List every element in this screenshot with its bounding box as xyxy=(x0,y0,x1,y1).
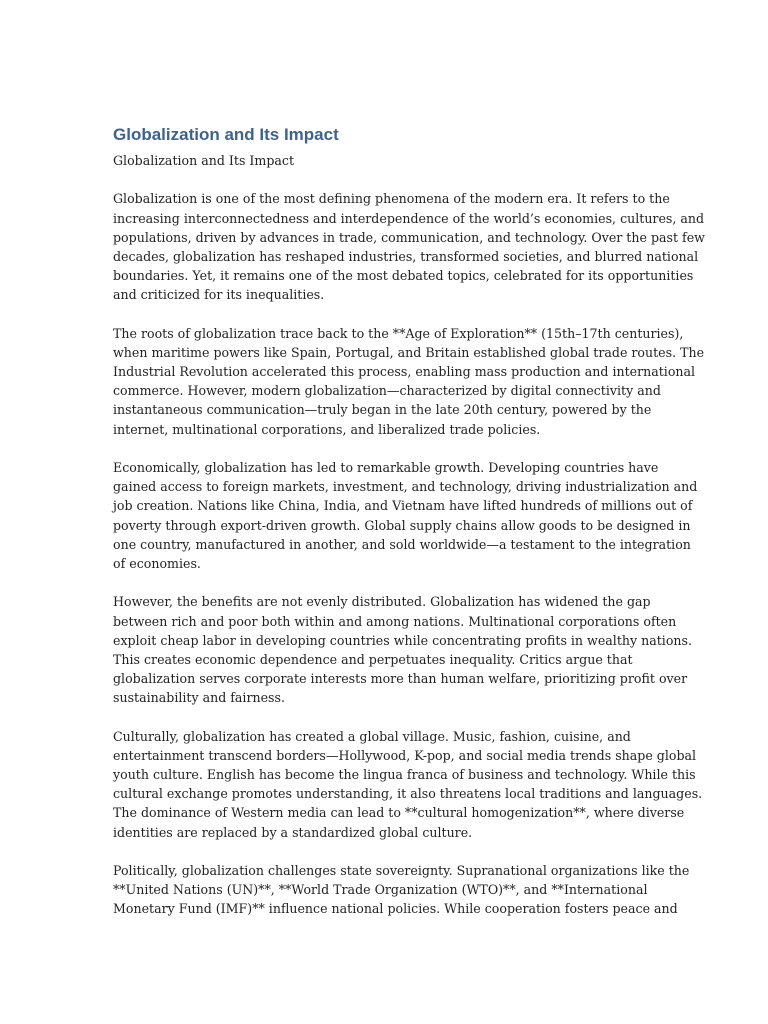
paragraph-economics xyxy=(113,458,698,573)
paragraph-line: Industrial Revolution accelerated this process, enabling mass production and international xyxy=(113,364,696,380)
paragraph-line: exploit cheap labor in developing countries while concentrating profits in wealthy nations. xyxy=(113,632,692,648)
paragraph-line: gained access to foreign markets, investment, and technology, driving industrialization and xyxy=(113,479,698,495)
paragraph-line: However, the benefits are not evenly distributed. Globalization has widened the gap xyxy=(113,594,651,610)
paragraph-line: This creates economic dependence and perpetuates inequality. Critics argue that xyxy=(113,651,633,667)
paragraph-line: one country, manufactured in another, and sold worldwide—a testament to the integration xyxy=(113,536,691,552)
paragraph-line: poverty through export-driven growth. Global supply chains allow goods to be designed in xyxy=(113,517,691,533)
paragraph-intro xyxy=(113,189,705,304)
paragraph-line: The dominance of Western media can lead to **cultural homogenization**, where diverse xyxy=(113,805,685,821)
paragraph-line: job creation. Nations like China, India, and Vietnam have lifted hundreds of millions out of xyxy=(113,498,693,514)
document-subtitle: Globalization and Its Impact xyxy=(113,153,295,168)
paragraph-line: and criticized for its inequalities. xyxy=(113,287,325,303)
paragraph-line: boundaries. Yet, it remains one of the most debated topics, celebrated for its opportunities xyxy=(113,268,694,284)
paragraph-line: Culturally, globalization has created a global village. Music, fashion, cuisine, and xyxy=(113,728,631,744)
paragraph-line: between rich and poor both within and among nations. Multinational corporations often xyxy=(113,613,677,629)
paragraph-line: globalization serves corporate interests more than human welfare, prioritizing profit over xyxy=(113,671,688,687)
paragraph-roots xyxy=(113,324,705,439)
paragraph-line: sustainability and fairness. xyxy=(113,690,285,706)
paragraph-line: when maritime powers like Spain, Portugal, and Britain established global trade routes. The xyxy=(113,344,705,360)
paragraph-line: Economically, globalization has led to remarkable growth. Developing countries have xyxy=(113,460,659,476)
paragraph-line: entertainment transcend borders—Hollywood, K-pop, and social media trends shape global xyxy=(113,747,697,763)
document-body xyxy=(113,124,705,919)
paragraph-line: instantaneous communication—truly began in the late 20th century, powered by the xyxy=(113,402,652,418)
paragraph-line: identities are replaced by a standardized global culture. xyxy=(113,824,473,840)
paragraph-line: Globalization is one of the most defining phenomena of the modern era. It refers to the xyxy=(113,191,670,207)
document-heading: Globalization and Its Impact xyxy=(113,125,339,144)
paragraph-line: populations, driven by advances in trade, communication, and technology. Over the past few xyxy=(113,229,705,245)
paragraph-line: commerce. However, modern globalization—characterized by digital connectivity and xyxy=(113,383,661,399)
paragraph-line: Monetary Fund (IMF)** influence national policies. While cooperation fosters peace and xyxy=(113,901,678,917)
paragraph-line: decades, globalization has reshaped industries, transformed societies, and blurred national xyxy=(113,248,699,264)
paragraph-politics xyxy=(113,861,690,919)
paragraph-line: internet, multinational corporations, and liberalized trade policies. xyxy=(113,421,541,437)
paragraph-line: youth culture. English has become the lingua franca of business and technology. While this xyxy=(113,767,696,783)
paragraph-line: The roots of globalization trace back to the **Age of Exploration** (15th–17th centuries), xyxy=(113,325,684,341)
paragraph-line: Politically, globalization challenges state sovereignty. Supranational organizations like the xyxy=(113,862,690,878)
paragraph-inequality xyxy=(113,592,692,707)
paragraph-culture xyxy=(113,727,703,842)
paragraph-line: **United Nations (UN)**, **World Trade Organization (WTO)**, and **International xyxy=(113,882,648,898)
paragraph-line: increasing interconnectedness and interdependence of the world’s economies, cultures, and xyxy=(113,210,705,226)
paragraph-line: of economies. xyxy=(113,555,201,571)
paragraph-line: cultural exchange promotes understanding, it also threatens local traditions and languages. xyxy=(113,786,703,802)
